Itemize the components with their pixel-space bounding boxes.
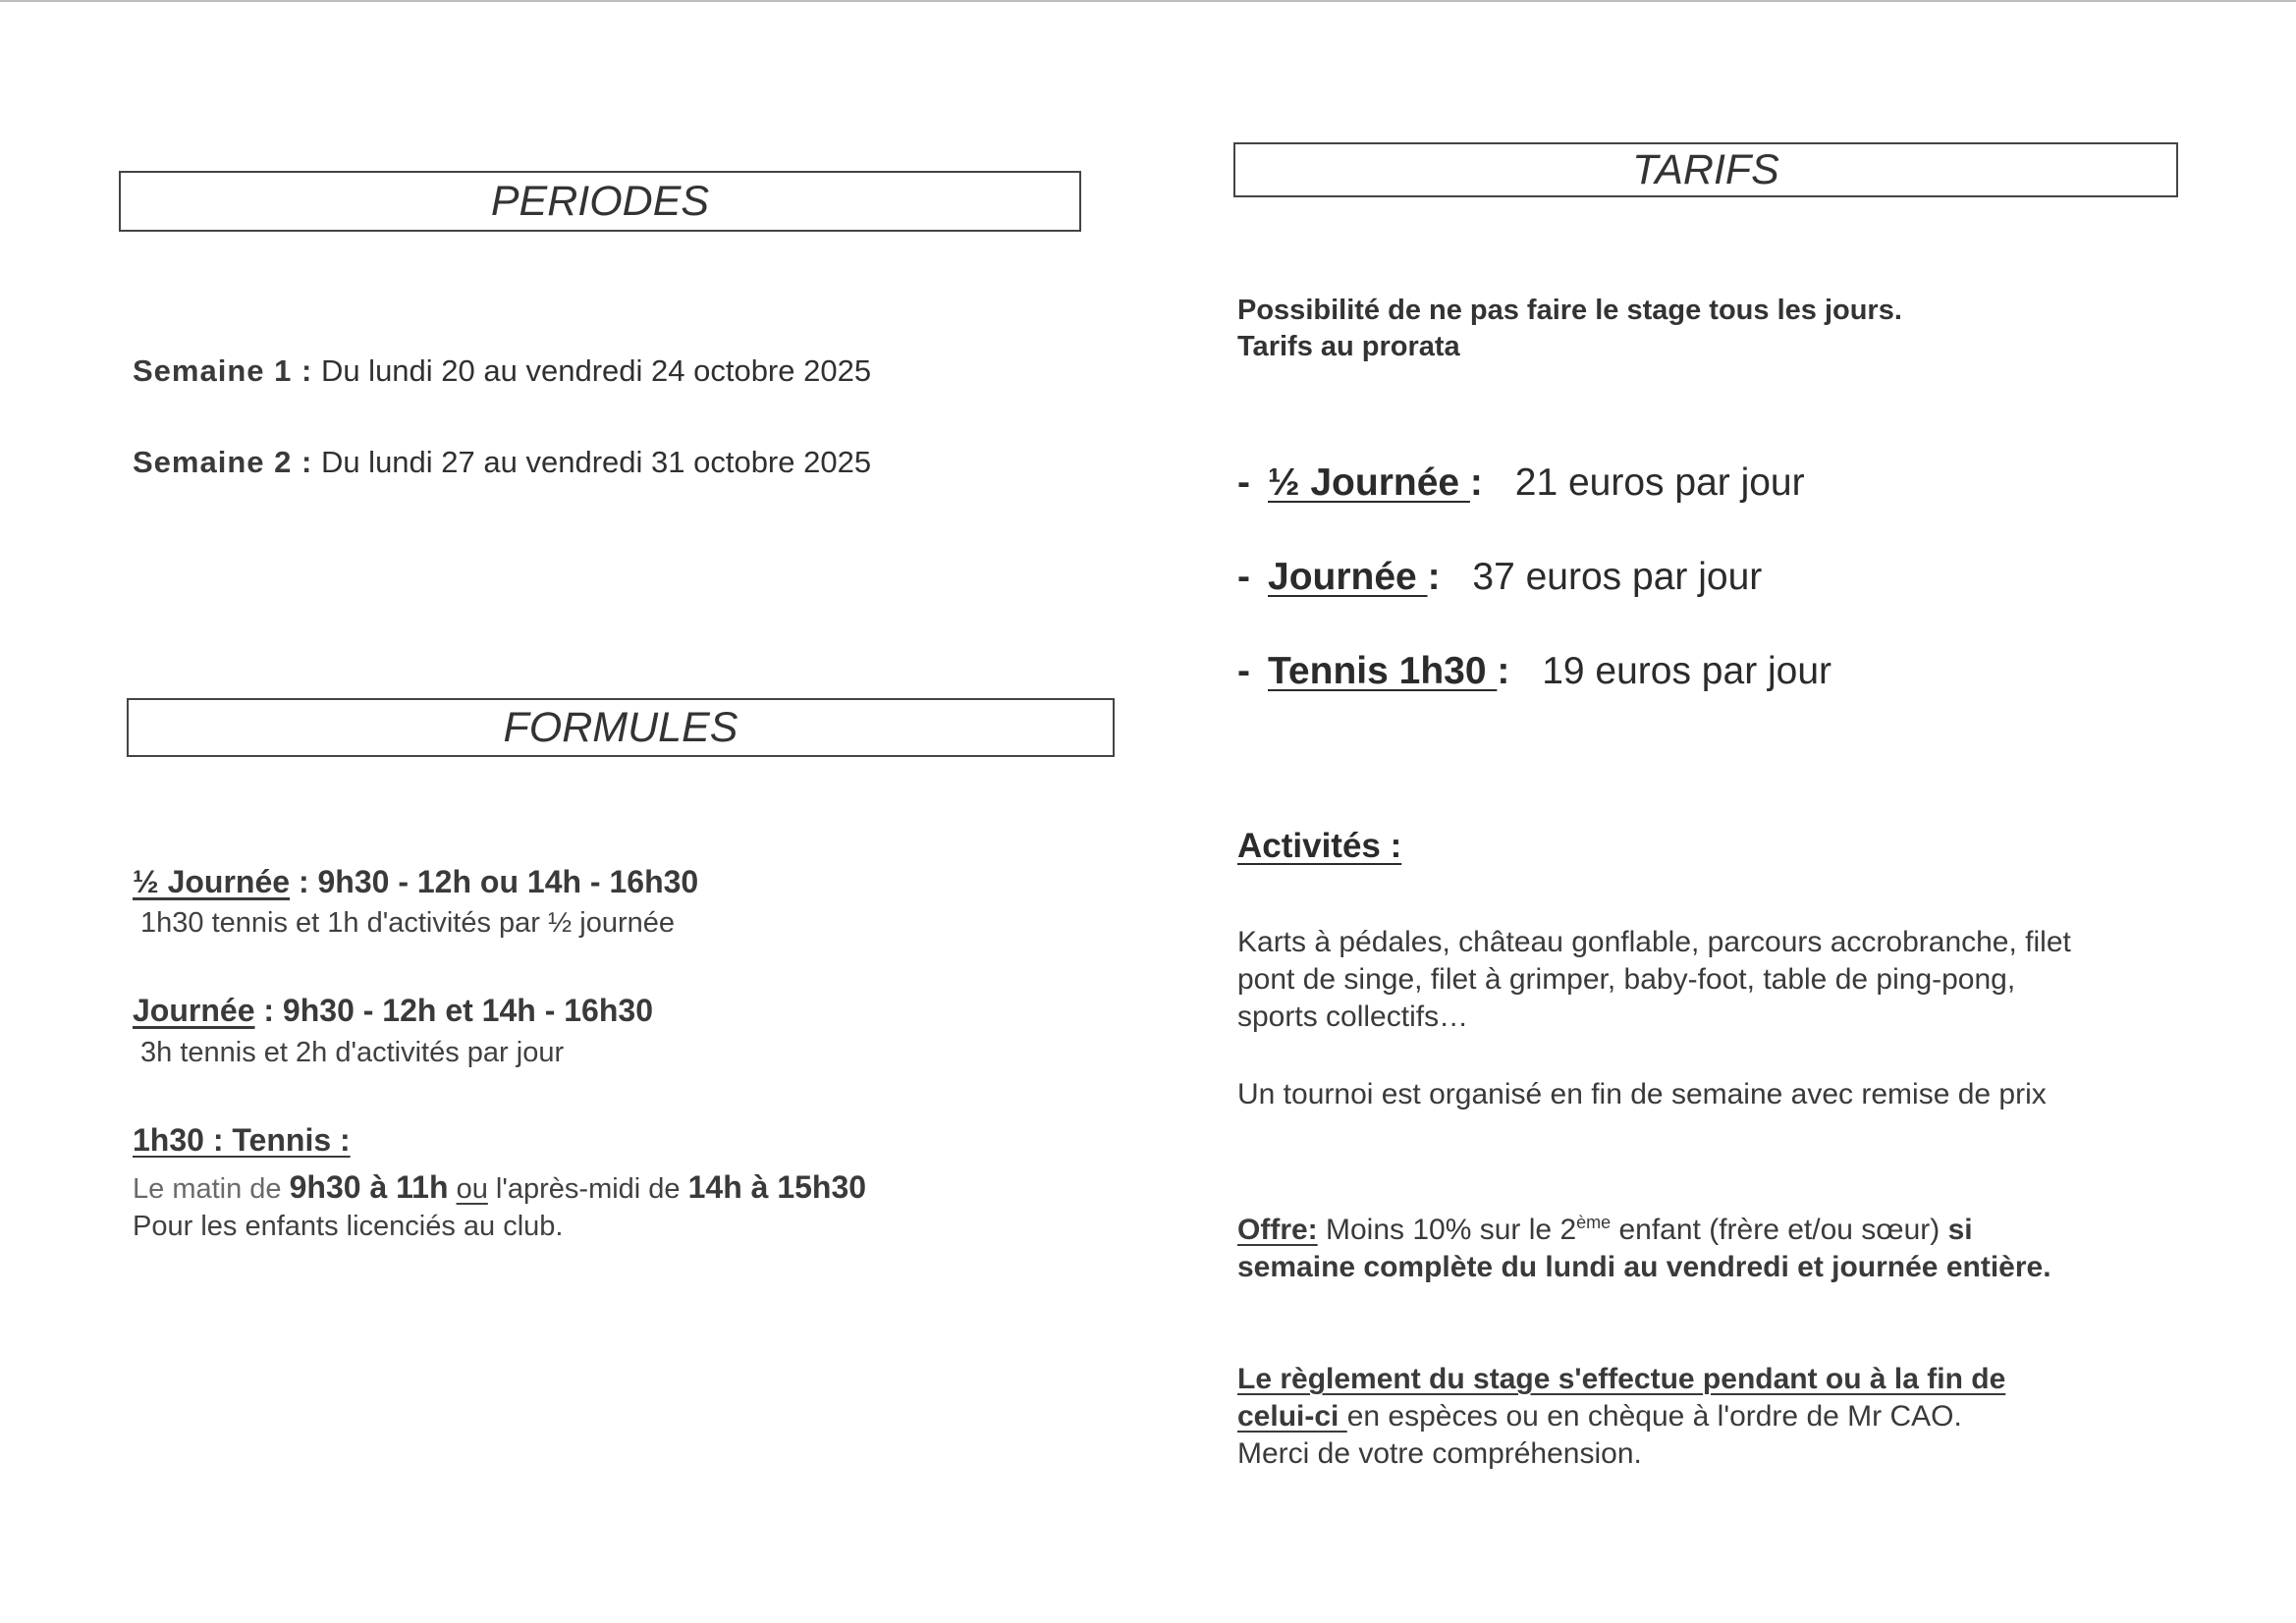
- formule-journee-hours: 9h30 - 12h et 14h - 16h30: [282, 993, 653, 1028]
- tarif-dash: -: [1237, 650, 1250, 692]
- reglement-payment: en espèces ou en chèque à l'ordre de Mr CAO.: [1346, 1400, 1962, 1433]
- tarif-dash: -: [1237, 556, 1250, 598]
- tarif-dash: -: [1237, 461, 1250, 504]
- formule-separator: :: [254, 993, 283, 1028]
- reglement-line-1: Le règlement du stage s'effectue pendant ou à la fin de: [1237, 1363, 2006, 1395]
- formule-demi-journee-hours: 9h30 - 12h ou 14h - 16h30: [317, 864, 699, 899]
- reglement-block: [1237, 1361, 2005, 1473]
- offre-text-a: Moins 10% sur le 2: [1317, 1214, 1577, 1246]
- tarif-demi-journee: [1237, 461, 1805, 505]
- tarif-demi-journee-name: ½ Journée: [1268, 461, 1470, 504]
- offre-label: Offre:: [1237, 1214, 1318, 1246]
- tarif-tennis-name: Tennis 1h30: [1268, 650, 1498, 692]
- tarif-separator: :: [1427, 556, 1441, 598]
- tennis-afternoon-hours: 14h à 15h30: [687, 1169, 867, 1205]
- activites-line-1: Karts à pédales, château gonflable, parcours accrobranche, filet: [1237, 926, 2071, 958]
- formule-demi-journee-desc: 1h30 tennis et 1h d'activités par ½ journée: [140, 907, 676, 939]
- tarif-tennis-price: 19 euros par jour: [1542, 650, 1832, 692]
- reglement-line-2: [1237, 1398, 2005, 1435]
- tarifs-intro-line-1: Possibilité de ne pas faire le stage tous les jours.: [1237, 295, 1902, 326]
- offre-text-b: enfant (frère et/ou sœur): [1611, 1214, 1948, 1246]
- tarif-journee-price: 37 euros par jour: [1472, 556, 1763, 598]
- formule-demi-journee-title: [133, 864, 698, 900]
- formules-heading-box: [127, 698, 1115, 757]
- tarifs-heading-box: [1233, 142, 2178, 197]
- tennis-morning-hours: 9h30 à 11h: [289, 1169, 449, 1205]
- formule-journee-name: Journée: [133, 993, 255, 1028]
- week-2-line: [133, 445, 871, 480]
- page-top-edge: [0, 0, 2296, 2]
- formule-journee-desc: 3h tennis et 2h d'activités par jour: [140, 1037, 565, 1068]
- offre-line-2: semaine complète du lundi au vendredi et journée entière.: [1237, 1251, 2051, 1283]
- activites-tournoi: Un tournoi est organisé en fin de semaine avec remise de prix: [1237, 1078, 2047, 1110]
- offre-block: [1237, 1212, 2051, 1286]
- tarif-journee: [1237, 556, 1762, 599]
- tarif-demi-journee-price: 21 euros par jour: [1514, 461, 1805, 504]
- tarif-separator: :: [1497, 650, 1510, 692]
- tarifs-intro-line-2: Tarifs au prorata: [1237, 331, 1460, 362]
- tennis-times-prefix: Le matin de: [133, 1173, 290, 1205]
- reglement-celui-ci: celui-ci: [1237, 1400, 1347, 1433]
- tarif-tennis: [1237, 650, 1831, 693]
- week-2-dates: Du lundi 27 au vendredi 31 octobre 2025: [320, 445, 872, 479]
- tarifs-intro: [1237, 293, 1902, 365]
- activites-list: [1237, 924, 2071, 1036]
- tennis-or: ou: [456, 1173, 488, 1205]
- week-1-label: Semaine 1 :: [133, 353, 313, 388]
- week-1-dates: Du lundi 20 au vendredi 24 octobre 2025: [320, 353, 872, 388]
- tarif-journee-name: Journée: [1268, 556, 1428, 598]
- formule-separator: :: [290, 864, 318, 899]
- tennis-times-mid: l'après-midi de: [487, 1173, 688, 1205]
- formule-tennis-title: 1h30 : Tennis :: [133, 1122, 351, 1158]
- formule-tennis-note: Pour les enfants licenciés au club.: [133, 1211, 564, 1242]
- periodes-heading-box: [119, 171, 1081, 232]
- formule-journee-title: [133, 993, 653, 1029]
- offre-si: si: [1947, 1214, 1973, 1246]
- offre-sup: ème: [1576, 1213, 1612, 1232]
- formules-heading: FORMULES: [503, 704, 738, 751]
- activites-line-2: pont de singe, filet à grimper, baby-foot, table de ping-pong,: [1237, 963, 2016, 996]
- tarif-separator: :: [1469, 461, 1483, 504]
- formule-tennis-times: [133, 1169, 866, 1206]
- week-2-label: Semaine 2 :: [133, 445, 313, 479]
- activites-title: Activités :: [1237, 827, 1402, 865]
- offre-line-1: [1237, 1212, 2051, 1249]
- reglement-line-3: Merci de votre compréhension.: [1237, 1437, 1642, 1470]
- formule-demi-journee-name: ½ Journée: [133, 864, 291, 899]
- week-1-line: [133, 353, 871, 389]
- periodes-heading: PERIODES: [490, 178, 710, 225]
- tarifs-heading: TARIFS: [1632, 146, 1779, 193]
- activites-line-3: sports collectifs…: [1237, 1001, 1469, 1033]
